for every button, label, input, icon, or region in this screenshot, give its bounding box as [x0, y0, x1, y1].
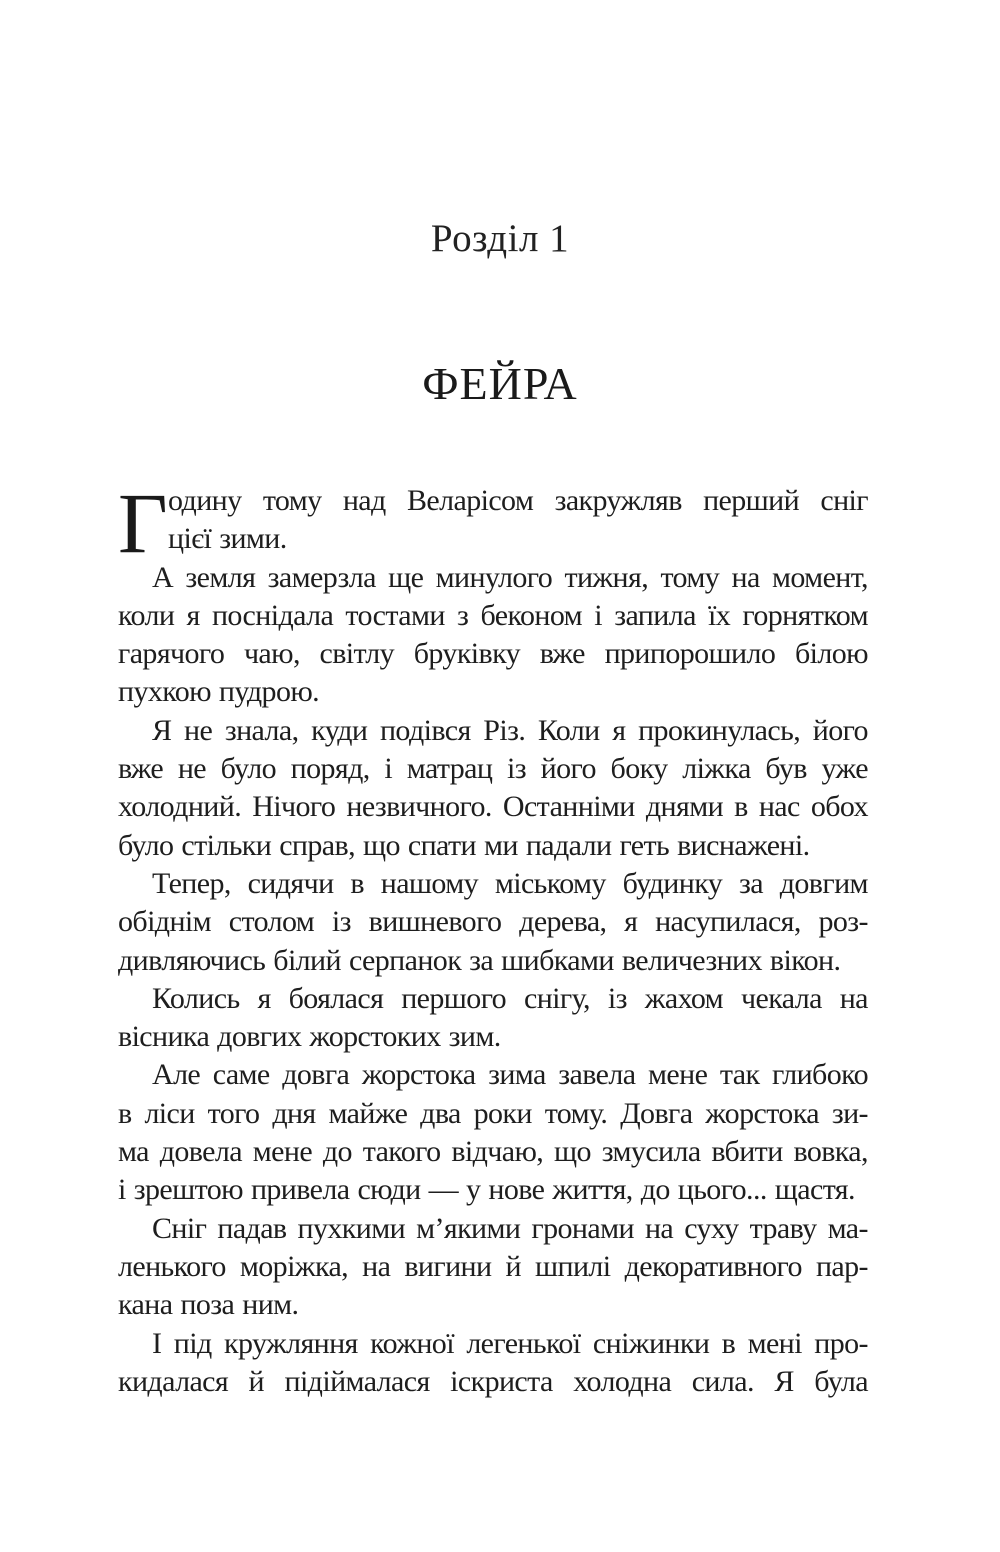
word: кидалася	[118, 1364, 229, 1398]
word: дивляючись	[118, 943, 266, 977]
word: пар-	[815, 1249, 868, 1283]
word: сніг	[820, 484, 868, 517]
word: сюди	[357, 1173, 421, 1207]
word: що	[554, 1135, 591, 1169]
word: куди	[311, 713, 368, 747]
word: величезних	[621, 943, 762, 977]
word: завела	[558, 1058, 636, 1092]
word: зи-	[831, 1096, 868, 1130]
word: гронами	[531, 1211, 634, 1245]
text-line	[118, 1210, 868, 1248]
word: поснідала	[211, 598, 334, 632]
word: так	[719, 1058, 760, 1092]
word: минулого	[435, 560, 553, 594]
word: шпилі	[535, 1249, 611, 1283]
word: беконом	[480, 598, 583, 632]
word: його	[812, 713, 868, 747]
word: момент,	[771, 560, 868, 594]
word: виснажені.	[677, 828, 810, 862]
word: жорстоких	[309, 1020, 441, 1054]
word: на	[839, 981, 868, 1015]
word: жахом	[644, 981, 724, 1015]
word: мені	[747, 1326, 802, 1360]
word: Коли	[537, 713, 600, 747]
word: вісника	[118, 1020, 210, 1054]
word: кана	[118, 1288, 173, 1322]
word: й	[505, 1249, 521, 1283]
text-line	[118, 865, 868, 903]
word: у	[466, 1173, 481, 1207]
word: кружляння	[223, 1326, 358, 1360]
word: за	[469, 943, 494, 977]
word: в	[734, 790, 748, 824]
word: такого	[362, 1135, 441, 1169]
word: тому	[262, 484, 322, 517]
text-line	[118, 1056, 868, 1094]
word: було	[118, 828, 174, 862]
word: що	[362, 828, 400, 862]
word: Але	[152, 1058, 201, 1092]
word: під	[173, 1326, 212, 1360]
word: ще	[388, 560, 424, 594]
word: обіднім	[118, 905, 212, 939]
word: із	[607, 981, 627, 1015]
word: нас	[758, 790, 800, 824]
word: поряд,	[290, 752, 370, 786]
word: на	[644, 1211, 674, 1245]
word: боялася	[288, 981, 384, 1015]
text-line	[118, 1286, 868, 1324]
word: я	[624, 905, 638, 939]
word: про-	[814, 1326, 868, 1360]
chapter-number: Розділ 1	[430, 217, 570, 260]
text-line	[118, 520, 868, 558]
word: вовка,	[793, 1135, 868, 1169]
word: не	[177, 752, 206, 786]
word: горнятком	[742, 598, 868, 632]
word: Довга	[620, 1096, 693, 1130]
word: спати	[407, 828, 476, 862]
word: мене	[252, 1135, 313, 1169]
word: —	[428, 1173, 458, 1207]
word: ленького	[118, 1249, 226, 1283]
word: поза	[180, 1288, 235, 1322]
word: ма-	[827, 1211, 868, 1245]
word: чаю,	[243, 637, 300, 671]
text-line	[118, 1171, 868, 1209]
word: не	[184, 713, 213, 747]
word: тому	[660, 560, 720, 594]
drop-cap: Г	[118, 475, 168, 571]
text-line	[118, 827, 868, 865]
word: декоративного	[624, 1249, 802, 1283]
word: привела	[250, 1173, 350, 1207]
word: І	[152, 1326, 162, 1360]
word: змусила	[601, 1135, 701, 1169]
word: сніжинки	[592, 1326, 710, 1360]
word: зими.	[219, 522, 287, 556]
word: днями	[645, 790, 724, 824]
word: я	[257, 981, 271, 1015]
word: і	[594, 598, 603, 632]
word: над	[342, 484, 386, 517]
word: запила	[614, 598, 696, 632]
word: тостами	[345, 598, 445, 632]
word: знала,	[224, 713, 299, 747]
word: була	[814, 1364, 868, 1398]
word: життя,	[552, 1173, 633, 1207]
text-line	[118, 559, 868, 597]
word: закружляв	[554, 484, 682, 517]
word: підіймалася	[284, 1364, 430, 1398]
word: був	[765, 752, 807, 786]
word: пудрою.	[218, 675, 320, 709]
word: дерева,	[519, 905, 607, 939]
word: роз-	[818, 905, 868, 939]
word: незвичного.	[346, 790, 492, 824]
text-line	[118, 712, 868, 750]
word: снігу,	[523, 981, 590, 1015]
word: холодний.	[118, 790, 242, 824]
word: іскриста	[450, 1364, 553, 1398]
word: Я	[152, 713, 172, 747]
word: я	[612, 713, 626, 747]
word: справ,	[279, 828, 355, 862]
word: вікон.	[769, 943, 841, 977]
word: припорошило	[604, 637, 776, 671]
text-line	[118, 1133, 868, 1171]
text-line	[118, 482, 868, 520]
word: в	[350, 866, 364, 900]
word: довгих	[217, 1020, 302, 1054]
word: пухкою	[118, 675, 211, 709]
word: Сніг	[152, 1211, 207, 1245]
text-line	[118, 750, 868, 788]
word: з	[457, 598, 469, 632]
word: моріжка,	[239, 1249, 349, 1283]
word: майже	[328, 1096, 408, 1130]
word: ліжка	[682, 752, 751, 786]
word: дня	[272, 1096, 316, 1130]
word: зрештою	[133, 1173, 243, 1207]
word: ми	[483, 828, 518, 862]
word: ма	[118, 1135, 149, 1169]
word: вже	[539, 637, 585, 671]
text-line	[118, 673, 868, 711]
word: й	[248, 1364, 265, 1398]
word: сила.	[691, 1364, 754, 1398]
word: його	[540, 752, 596, 786]
word: стільки	[181, 828, 272, 862]
word: відчаю,	[451, 1135, 544, 1169]
word: легенької	[466, 1326, 581, 1360]
word: цього...	[677, 1173, 767, 1207]
word: і	[118, 1173, 126, 1207]
word: довга	[282, 1058, 350, 1092]
word: гарячого	[118, 637, 225, 671]
word: білою	[794, 637, 868, 671]
text-line	[118, 1248, 868, 1286]
word: вже	[118, 752, 164, 786]
word: шибками	[501, 943, 614, 977]
word: Нічого	[252, 790, 336, 824]
word: серпанок	[348, 943, 462, 977]
body-lines	[118, 475, 868, 1401]
word: прокинулась,	[638, 713, 801, 747]
word: із	[507, 752, 526, 786]
word: тижня,	[564, 560, 649, 594]
word: жорстока	[361, 1058, 476, 1092]
text-line	[118, 1095, 868, 1133]
word: саме	[212, 1058, 270, 1092]
word: траву	[749, 1211, 817, 1245]
word: вишневого	[368, 905, 502, 939]
word: сидячи	[247, 866, 334, 900]
word: білий	[273, 943, 341, 977]
word: пухкими	[297, 1211, 406, 1245]
word: матрац	[406, 752, 493, 786]
word: із	[331, 905, 351, 939]
word: в	[118, 1096, 132, 1130]
word: довгим	[779, 866, 868, 900]
word: боку	[610, 752, 668, 786]
word: і	[384, 752, 393, 786]
word: обох	[810, 790, 868, 824]
word: довела	[159, 1135, 242, 1169]
word: тому.	[544, 1096, 608, 1130]
word: холодна	[573, 1364, 672, 1398]
word: ліси	[144, 1096, 195, 1130]
word: зима	[488, 1058, 546, 1092]
word: світлу	[319, 637, 395, 671]
word: було	[220, 752, 277, 786]
word: ним.	[242, 1288, 299, 1322]
word: суху	[684, 1211, 739, 1245]
word: земля	[185, 560, 256, 594]
word: роки	[473, 1096, 532, 1130]
word: мене	[648, 1058, 708, 1092]
word: цієї	[168, 522, 212, 556]
word: на	[362, 1249, 391, 1283]
word: замерзла	[267, 560, 376, 594]
word: перший	[703, 484, 800, 517]
word: Веларісом	[406, 484, 534, 517]
text-line	[118, 1018, 868, 1056]
text-line	[118, 942, 868, 980]
chapter-title: ФЕЙРА	[422, 358, 578, 409]
word: жорстока	[705, 1096, 819, 1130]
word: одину	[168, 484, 242, 517]
word: Тепер,	[152, 866, 231, 900]
word: падали	[525, 828, 612, 862]
word: Я	[774, 1364, 794, 1398]
word: міському	[494, 866, 606, 900]
word: уже	[821, 752, 868, 786]
word: нашому	[380, 866, 479, 900]
word: геть	[619, 828, 670, 862]
word: глибоко	[772, 1058, 868, 1092]
word: чекала	[741, 981, 822, 1015]
word: за	[738, 866, 763, 900]
word: до	[640, 1173, 670, 1207]
word: зим.	[448, 1020, 501, 1054]
word: насупилася,	[655, 905, 801, 939]
text-line	[118, 1363, 868, 1401]
word: Різ.	[483, 713, 526, 747]
text-line	[118, 788, 868, 826]
word: вбити	[711, 1135, 783, 1169]
word: нове	[488, 1173, 545, 1207]
word: подівся	[379, 713, 471, 747]
word: падав	[217, 1211, 287, 1245]
word: я	[186, 598, 200, 632]
word: коли	[118, 598, 175, 632]
text-line	[118, 903, 868, 941]
word: в	[721, 1326, 736, 1360]
word: на	[731, 560, 760, 594]
word: А	[152, 560, 174, 594]
word: столом	[228, 905, 315, 939]
text-line	[118, 635, 868, 673]
word: кожної	[370, 1326, 454, 1360]
word: будинку	[622, 866, 723, 900]
text-line	[118, 1325, 868, 1363]
word: вигини	[404, 1249, 492, 1283]
text-line	[118, 597, 868, 635]
word: бруківку	[413, 637, 521, 671]
word: щастя.	[774, 1173, 855, 1207]
word: першого	[401, 981, 507, 1015]
word: того	[207, 1096, 260, 1130]
word: до	[322, 1135, 352, 1169]
word: Колись	[152, 981, 240, 1015]
chapter-body	[118, 475, 868, 1401]
word: м’якими	[416, 1211, 521, 1245]
text-line	[118, 980, 868, 1018]
word: два	[420, 1096, 461, 1130]
word: Останніми	[502, 790, 635, 824]
word: їх	[708, 598, 731, 632]
